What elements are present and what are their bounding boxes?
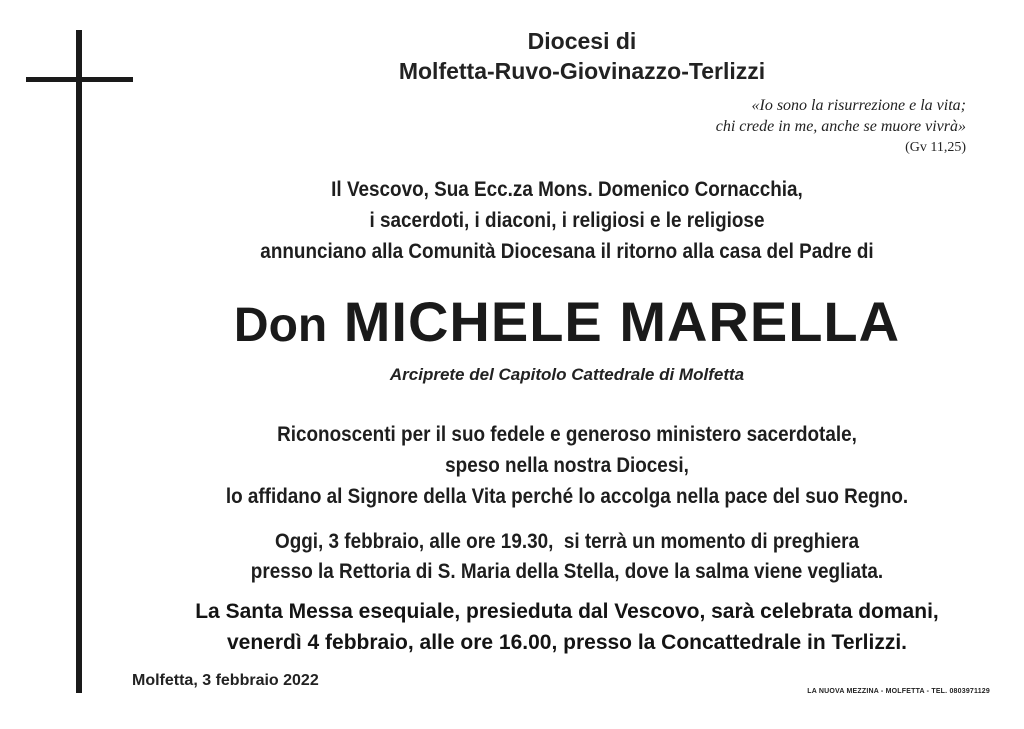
announcement-line-3: annunciano alla Comunità Diocesana il ritorno alla casa del Padre di xyxy=(260,240,874,263)
gratitude-line-1: Riconoscenti per il suo fedele e generoso ministero sacerdotale, xyxy=(277,423,857,446)
quote-line-2: chi crede in me, anche se muore vivrà» xyxy=(715,118,966,135)
prayer-line-2: presso la Rettoria di S. Maria della Stella, dove la salma viene vegliata. xyxy=(250,560,884,583)
diocese-header xyxy=(200,26,964,86)
cross-vertical-bar xyxy=(76,30,82,693)
deceased-title: Don xyxy=(233,299,328,352)
funeral-paragraph xyxy=(130,596,1004,658)
quote-line-1: «Io sono la risurrezione e la vita; xyxy=(751,97,966,114)
quote-reference: (Gv 11,25) xyxy=(905,140,966,155)
publisher-credit: LA NUOVA MEZZINA - MOLFETTA - TEL. 0803971129 xyxy=(807,688,990,695)
deceased-fullname: MICHELE MARELLA xyxy=(343,290,901,353)
announcement xyxy=(237,174,898,267)
diocese-line-2: Molfetta-Ruvo-Giovinazzo-Terlizzi xyxy=(398,58,766,84)
gratitude-paragraph xyxy=(192,419,943,512)
gratitude-line-3: lo affidano al Signore della Vita perché lo accolga nella pace del suo Regno. xyxy=(225,485,909,508)
announcement-line-1: Il Vescovo, Sua Ecc.za Mons. Domenico Cornacchia, xyxy=(331,178,803,201)
deceased-role: Arciprete del Capitolo Cattedrale di Molfetta xyxy=(389,365,745,384)
funeral-line-1: La Santa Messa esequiale, presieduta dal Vescovo, sarà celebrata domani, xyxy=(195,600,939,623)
deceased-name xyxy=(150,287,984,361)
funeral-line-2: venerdì 4 febbraio, alle ore 16.00, presso la Concattedrale in Terlizzi. xyxy=(226,631,908,654)
bible-quote xyxy=(716,95,966,137)
gratitude-line-2: speso nella nostra Diocesi, xyxy=(445,454,689,477)
diocese-line-1: Diocesi di xyxy=(527,28,637,54)
cross-horizontal-bar xyxy=(26,77,133,82)
prayer-line-1: Oggi, 3 febbraio, alle ore 19.30, si terrà un momento di preghiera xyxy=(275,530,859,553)
announcement-line-2: i sacerdoti, i diaconi, i religiosi e le religiose xyxy=(369,209,765,232)
place-date: Molfetta, 3 febbraio 2022 xyxy=(132,672,319,689)
prayer-paragraph xyxy=(192,527,943,587)
